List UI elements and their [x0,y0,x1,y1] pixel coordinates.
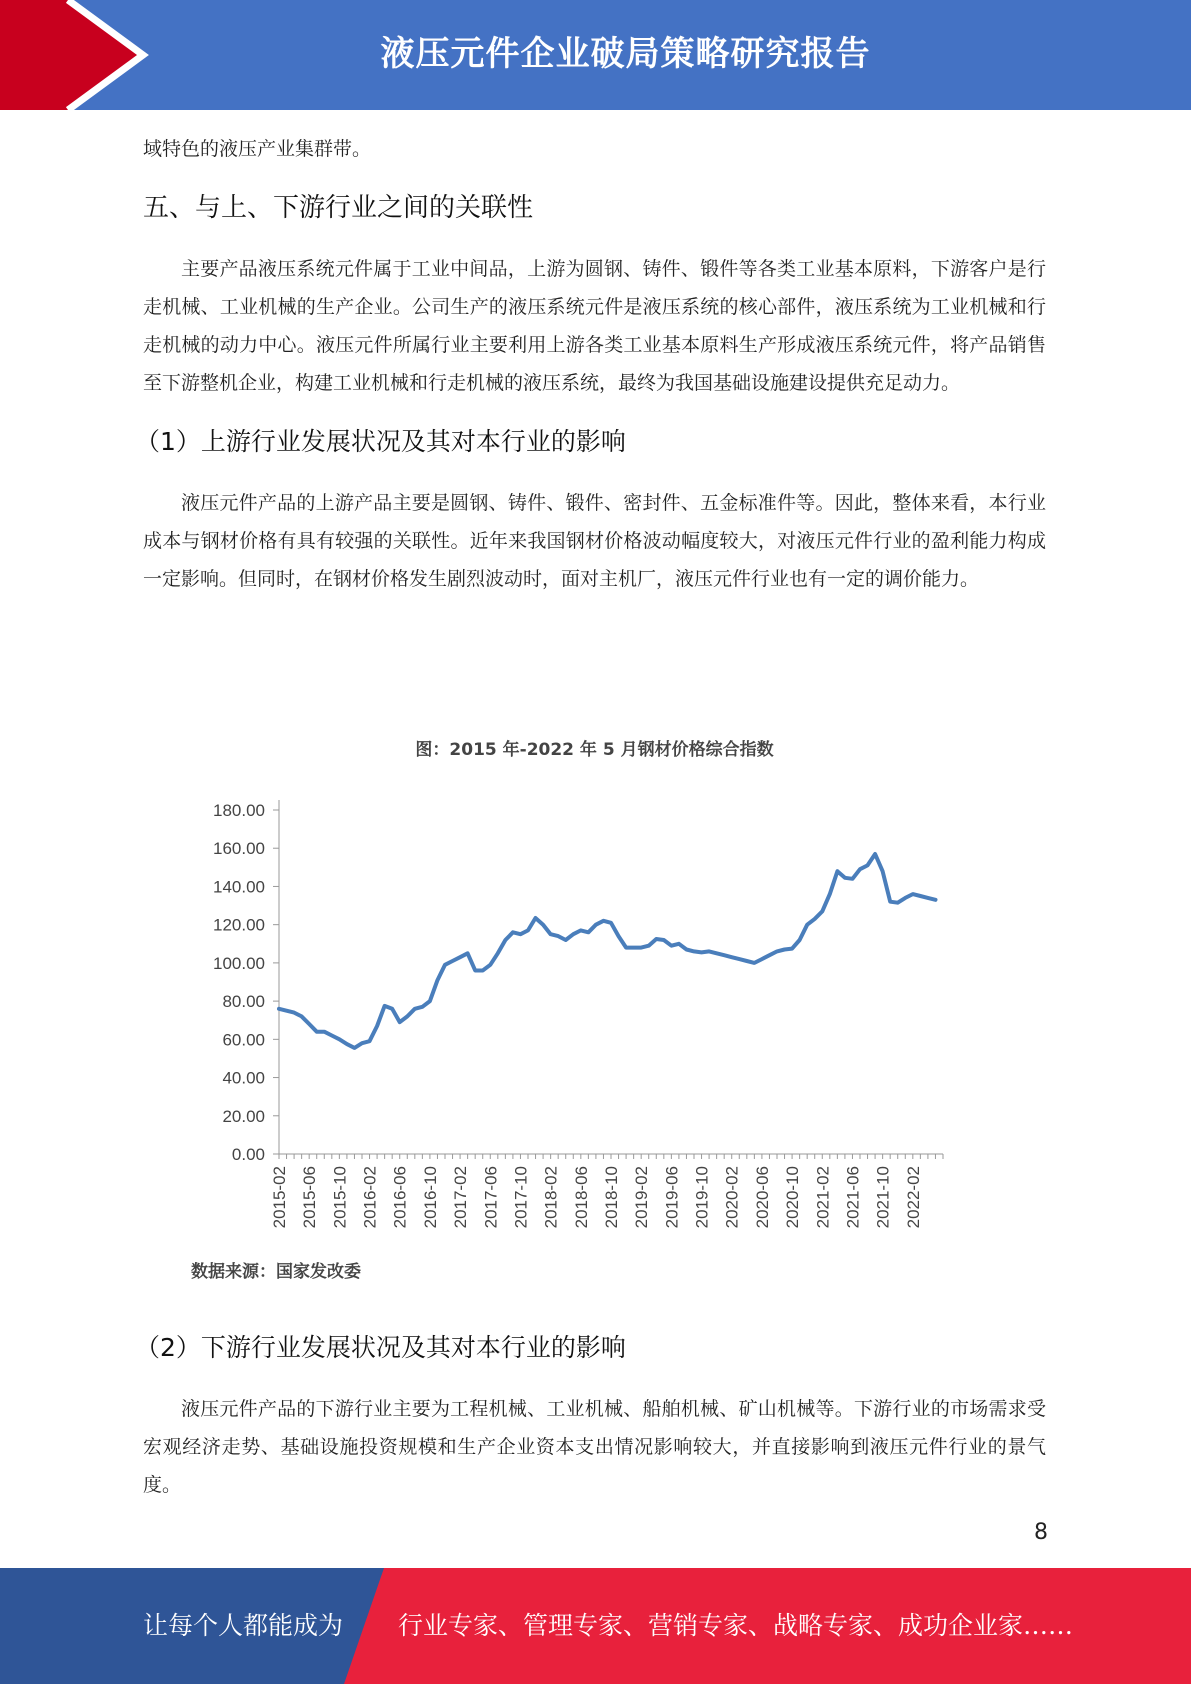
chart-title: 图：2015 年-2022 年 5 月钢材价格综合指数 [415,740,774,760]
subsection-2-heading: （2）下游行业发展状况及其对本行业的影响 [135,1333,626,1362]
x-tick-label: 2019-02 [632,1166,652,1229]
section-heading: 五、与上、下游行业之间的关联性 [143,193,534,223]
x-tick-label: 2015-10 [330,1166,350,1229]
page-header [0,0,1191,110]
series-line [279,854,936,1048]
x-tick-label: 2019-10 [692,1166,712,1229]
x-tick-label: 2015-06 [300,1166,320,1229]
x-tick-label: 2018-02 [541,1166,561,1229]
x-tick-label: 2021-06 [843,1166,863,1229]
page-number: 8 [1034,1520,1048,1545]
x-tick-label: 2021-10 [873,1166,893,1229]
y-tick-label: 80.00 [222,992,265,1012]
chart-source: 数据来源：国家发改委 [191,1262,361,1282]
steel-price-chart [143,720,1046,1290]
y-tick-label: 160.00 [213,839,265,859]
report-title: 液压元件企业破局策略研究报告 [380,34,871,74]
subsection-1-heading: （1）上游行业发展状况及其对本行业的影响 [135,427,626,456]
intro-line: 域特色的液压产业集群带。 [143,138,372,160]
chart-canvas [143,720,1046,1250]
y-tick-label: 100.00 [213,953,265,973]
x-tick-label: 2017-02 [451,1166,471,1229]
x-tick-label: 2017-10 [511,1166,531,1229]
x-tick-label: 2017-06 [481,1166,501,1229]
y-tick-label: 20.00 [222,1106,265,1126]
x-tick-label: 2020-06 [752,1166,772,1229]
x-tick-label: 2016-10 [420,1166,440,1229]
x-tick-label: 2022-02 [903,1166,923,1229]
footer-slogan-right: 行业专家、管理专家、营销专家、战略专家、成功企业家…… [398,1611,1074,1640]
x-tick-label: 2015-02 [270,1166,289,1229]
subsection-2-paragraph: 液压元件产品的下游行业主要为工程机械、工业机械、船舶机械、矿山机械等。下游行业的市场需求受宏观经济走势、基础设施投资规模和生产企业资本支出情况影响较大，并直接影响到液压元件行业的景气度。 [143,1398,1046,1496]
y-tick-label: 140.00 [213,877,265,897]
x-tick-label: 2020-02 [722,1166,742,1229]
y-tick-label: 180.00 [213,801,265,820]
x-tick-label: 2019-06 [662,1166,682,1229]
subsection-2 [135,1330,1046,1504]
main-content [135,130,1046,598]
x-tick-label: 2021-02 [813,1166,833,1229]
x-tick-label: 2016-02 [360,1166,380,1229]
subsection-1-paragraph: 液压元件产品的上游产品主要是圆钢、铸件、锻件、密封件、五金标准件等。因此，整体来看，本行业成本与钢材价格有具有较强的关联性。近年来我国钢材价格波动幅度较大，对液压元件行业的盈利能力构成一定影响。但同时，在钢材价格发生剧烈波动时，面对主机厂，液压元件行业也有一定的调价能力。 [143,492,1046,590]
y-tick-label: 0.00 [231,1145,265,1164]
y-tick-label: 60.00 [222,1030,265,1050]
section-paragraph: 主要产品液压系统元件属于工业中间品，上游为圆钢、铸件、锻件等各类工业基本原料，下游客户是行走机械、工业机械的生产企业。公司生产的液压系统元件是液压系统的核心部件，液压系统为工业机械和行走机械的动力中心。液压元件所属行业主要利用上游各类工业基本原料生产形成液压系统元件，将产品销售至下游整机企业，构建工业机械和行走机械的液压系统，最终为我国基础设施建设提供充足动力。 [143,258,1046,394]
x-tick-label: 2018-10 [602,1166,621,1229]
y-tick-label: 40.00 [222,1068,265,1088]
page-footer [0,1568,1191,1684]
x-tick-label: 2018-06 [571,1166,591,1229]
x-tick-label: 2016-06 [390,1166,410,1229]
x-tick-label: 2020-10 [783,1166,803,1229]
y-tick-label: 120.00 [213,915,265,935]
footer-slogan-left: 让每个人都能成为 [143,1611,344,1640]
